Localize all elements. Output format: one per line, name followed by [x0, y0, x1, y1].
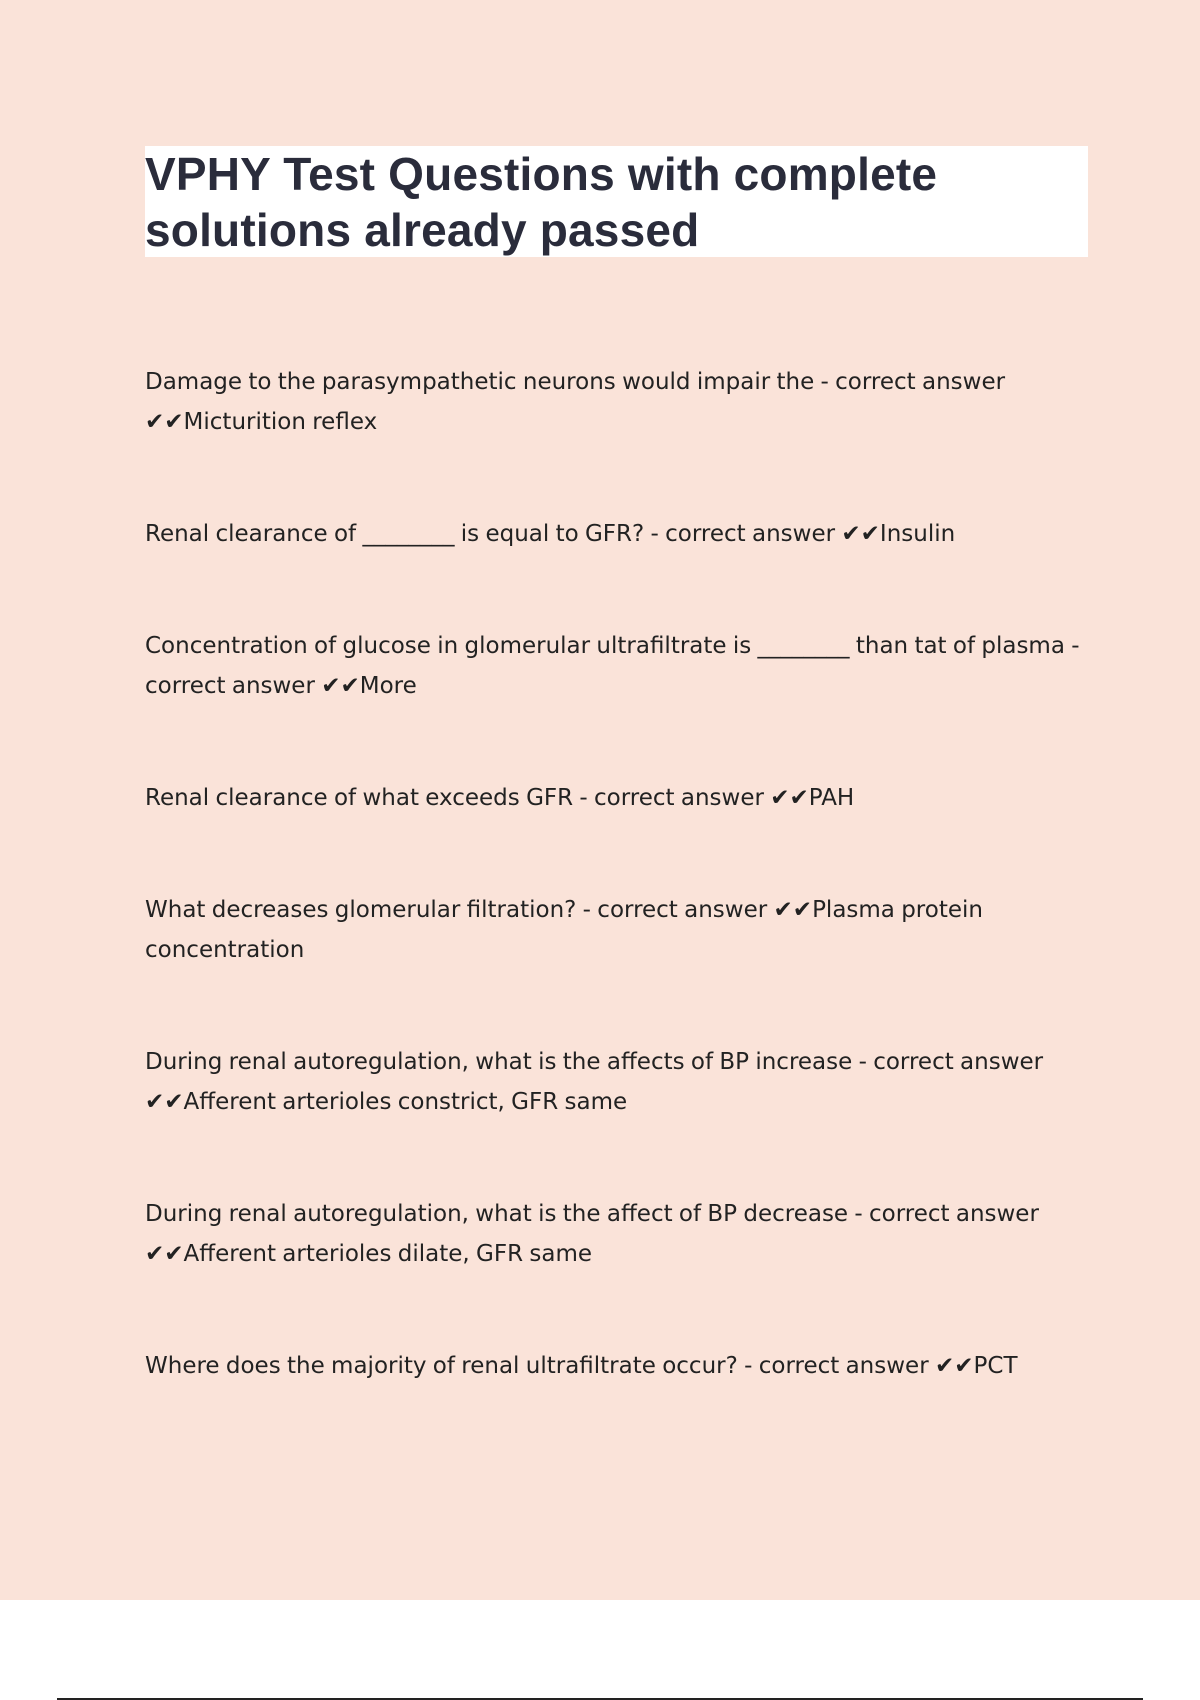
qa-item: What decreases glomerular filtration? - correct answer ✔✔Plasma protein concentration [145, 897, 983, 963]
qa-item: Damage to the parasympathetic neurons would impair the - correct answer ✔✔Micturition reflex [145, 369, 1006, 435]
qa-item: Where does the majority of renal ultrafiltrate occur? - correct answer ✔✔PCT [145, 1353, 1018, 1379]
qa-list [145, 362, 1095, 1386]
document-title: VPHY Test Questions with complete solutions already passed [145, 148, 938, 256]
title-box [145, 146, 1088, 257]
qa-item: Renal clearance of what exceeds GFR - correct answer ✔✔PAH [145, 785, 855, 811]
qa-item: Concentration of glucose in glomerular ultrafiltrate is ________ than tat of plasma - correct answer ✔✔More [145, 633, 1080, 699]
qa-item: During renal autoregulation, what is the affects of BP increase - correct answer ✔✔Afferent arterioles constrict, GFR same [145, 1049, 1044, 1115]
qa-item: Renal clearance of ________ is equal to GFR? - correct answer ✔✔Insulin [145, 521, 956, 547]
qa-item: During renal autoregulation, what is the affect of BP decrease - correct answer ✔✔Afferent arterioles dilate, GFR same [145, 1201, 1039, 1267]
